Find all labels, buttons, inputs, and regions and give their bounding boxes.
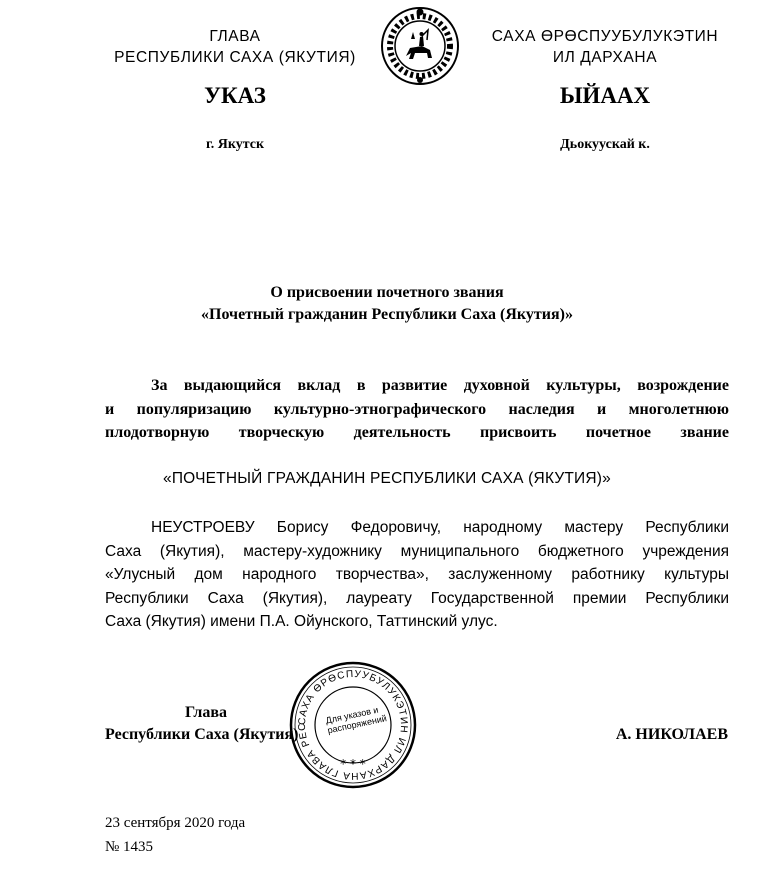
header-right-line1: САХА ӨРӨСПУУБУЛУКЭТИН [491, 28, 719, 45]
honorary-title: «ПОЧЕТНЫЙ ГРАЖДАНИН РЕСПУБЛИКИ САХА (ЯКУТИЯ)» [163, 470, 611, 487]
city-ru: г. Якутск [205, 137, 265, 152]
signature-position-line2: Республики Саха (Якутия) [105, 726, 299, 743]
header-left [100, 26, 370, 68]
doc-type-sah: ЫЙААХ [559, 83, 651, 108]
title-line1: О присвоении почетного звания [270, 284, 504, 301]
header-left-line1: ГЛАВА [209, 28, 261, 45]
title-line2: «Почетный гражданин Республики Саха (Якутия)» [201, 306, 573, 323]
document-title [0, 282, 774, 326]
body-line3: «Улусный дом народного творчества», заслуженному работнику культуры [105, 566, 729, 583]
stamp-inner-text: Для указов и распоряжений [324, 704, 388, 736]
body-line1: НЕУСТРОЕВУ Борису Федоровичу, народному мастеру Республики [151, 519, 729, 536]
lead-paragraph [105, 374, 729, 445]
doc-type-ru: УКАЗ [204, 83, 266, 108]
signature-name: А. НИКОЛАЕВ [615, 726, 728, 743]
lead-line3: плодотворную творческую деятельность присвоить почетное звание [105, 424, 729, 441]
coat-of-arms-icon [380, 6, 460, 86]
svg-text:* * *: * * * [340, 757, 366, 771]
lead-line2: и популяризацию культурно-этнографического наследия и многолетнюю [105, 400, 729, 418]
body-line4: Республики Саха (Якутия), лауреату Государственной премии Республики [105, 589, 729, 607]
stamp-outer-text: САХА ӨРӨСПУУБУЛУКЭТИН ИЛ ДАРХАНА ГЛАВА РЕС [296, 668, 410, 782]
document-date: 23 сентября 2020 года [105, 815, 246, 831]
city-sah: Дьокуускай к. [560, 137, 650, 152]
body-paragraph [105, 516, 729, 634]
header-right [470, 26, 740, 68]
header-right-line2: ИЛ ДАРХАНА [552, 49, 658, 66]
lead-line1: За выдающийся вклад в развитие духовной культуры, возрождение [151, 377, 729, 394]
signature-position-line1: Глава [185, 704, 227, 721]
body-line2: Саха (Якутия), мастеру-художнику муниципального бюджетного учреждения [105, 542, 729, 560]
signature-position [105, 702, 365, 746]
header-left-line2: РЕСПУБЛИКИ САХА (ЯКУТИЯ) [114, 49, 356, 66]
body-line5: Саха (Якутия) имени П.А. Ойунского, Таттинский улус. [105, 613, 498, 630]
document-number: № 1435 [105, 839, 154, 855]
